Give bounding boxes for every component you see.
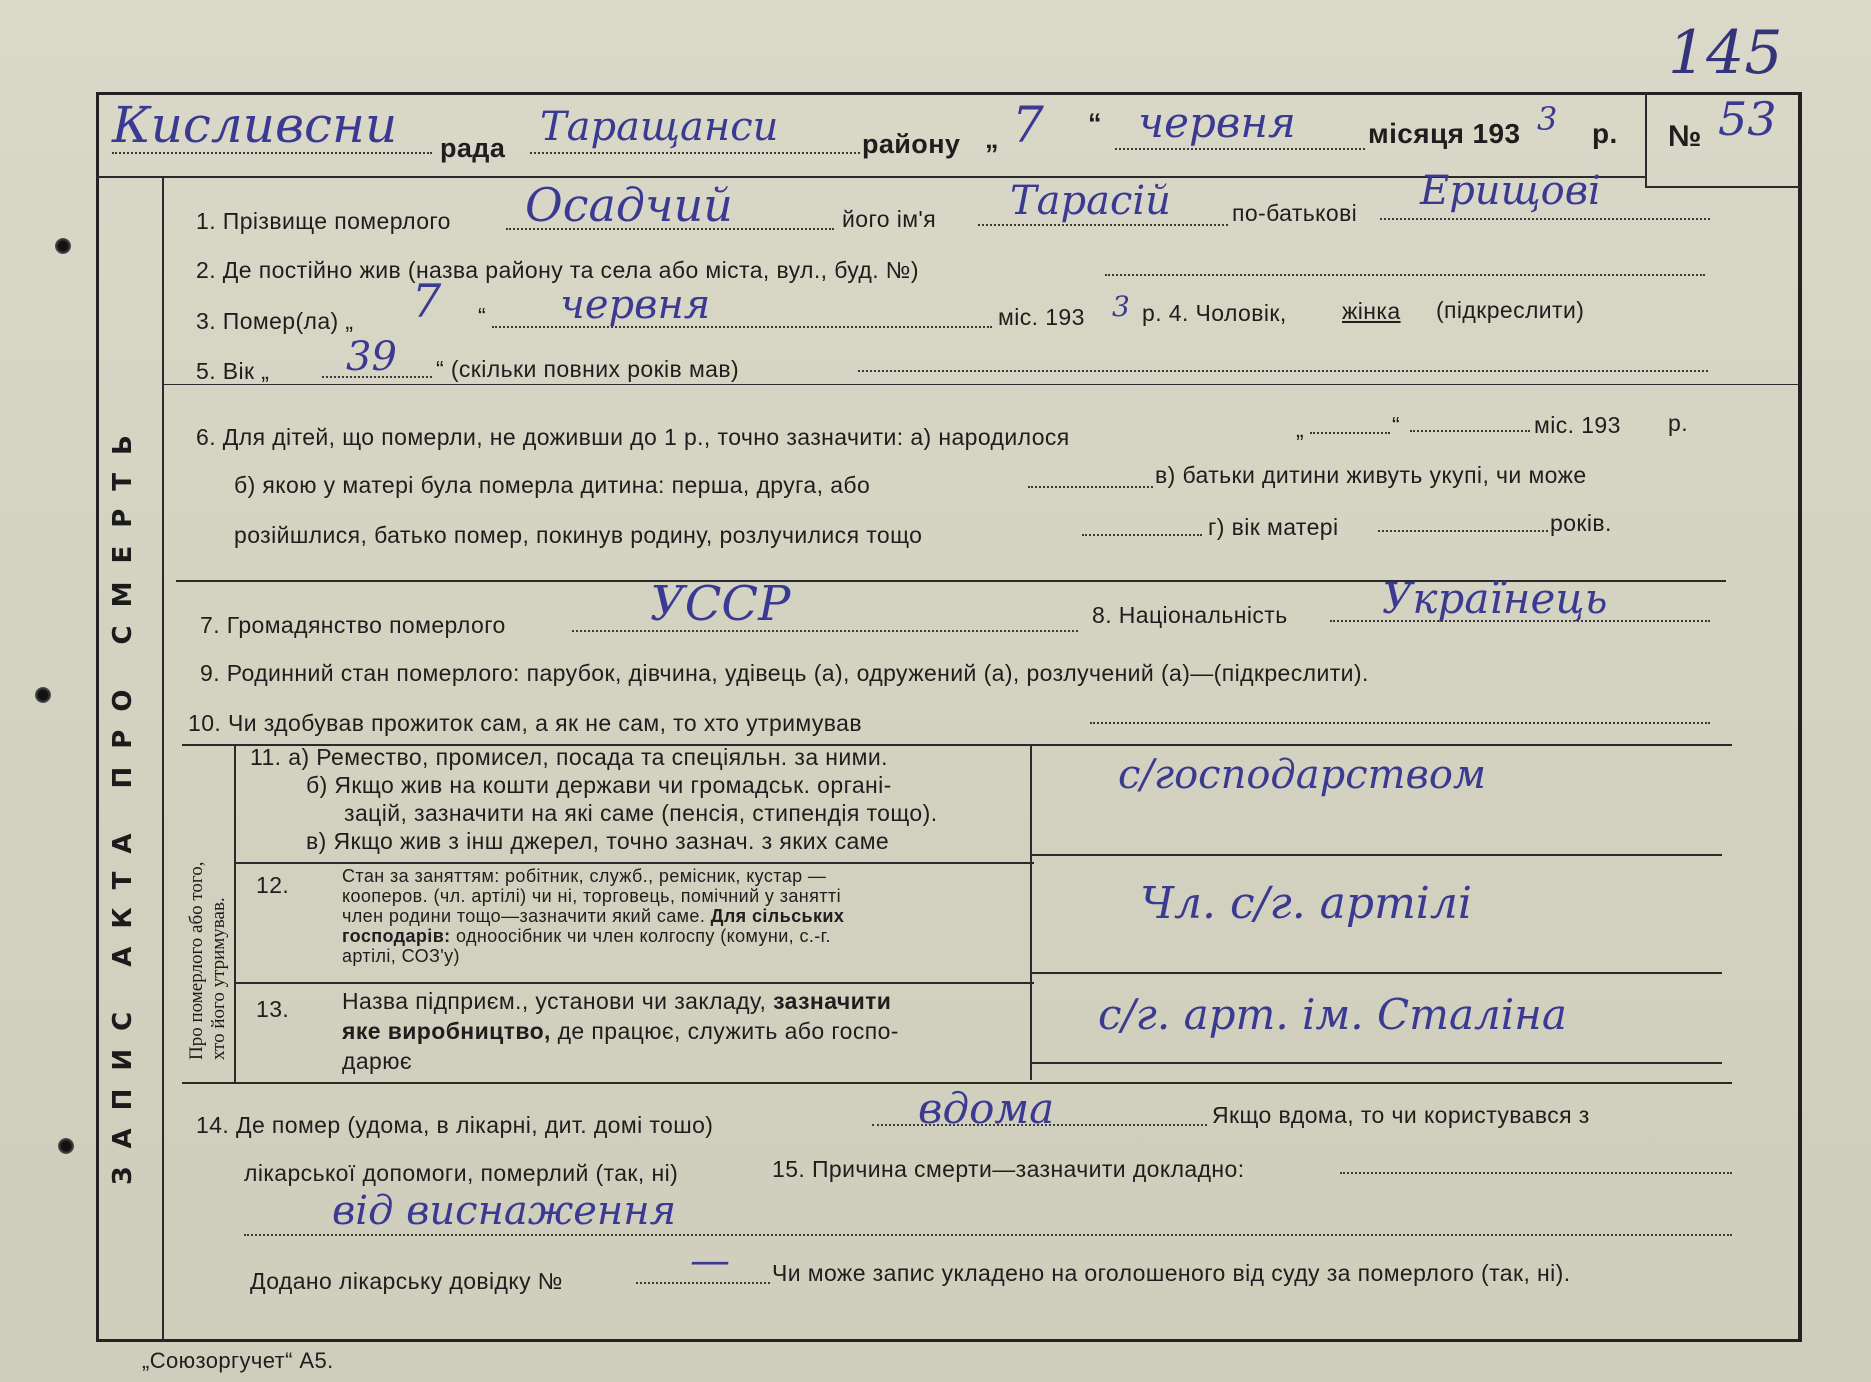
parents-dots: [1082, 534, 1202, 536]
field-3-quote: “: [478, 303, 487, 329]
female-option: жінка: [1342, 298, 1401, 324]
born-month-dots: [1410, 430, 1530, 432]
name-handwritten: Тарасій: [1010, 178, 1171, 224]
footer-label: Додано лікарську довідку №: [250, 1268, 563, 1294]
record-number-handwritten: 53: [1718, 92, 1777, 146]
field-6-line3a: розійшлися, батько помер, покинув родину, розлучилися тощо: [234, 522, 923, 548]
field-4-label: р. 4. Чоловік,: [1142, 300, 1287, 326]
field-7-label: 7. Громадянство померлого: [200, 612, 506, 638]
punch-hole: [55, 238, 71, 254]
day-handwritten: 7: [1012, 96, 1044, 154]
certificate-dash: —: [690, 1238, 730, 1284]
field-12-line3: [342, 906, 844, 926]
council-name-handwritten: Кисливсни: [112, 96, 398, 154]
council-dots: [112, 152, 432, 154]
cause-of-death-handwritten: від виснаження: [332, 1188, 677, 1234]
punch-hole: [35, 687, 51, 703]
field-11c: в) Якщо жив з інш джерел, точно зазнач. з яких саме: [306, 828, 890, 854]
side-sub-line2: хто його утримував.: [208, 897, 229, 1060]
month-dots: [1115, 148, 1365, 150]
district-name-handwritten: Таращанси: [540, 104, 779, 150]
field-13-line2b: де працює, служить або госпо-: [557, 1018, 899, 1044]
separator-11-12: [234, 862, 1034, 864]
field-9-label: 9. Родинний стан померлого: парубок, дівчина, удівець (а), одружений (а), розлучений (а)—(підкреслити).: [200, 660, 1369, 686]
separator-12-13: [234, 982, 1034, 984]
social-status-handwritten: Чл. с/г. артілі: [1140, 878, 1472, 929]
field-6-q: „: [1296, 416, 1305, 442]
field-14-rest: Якщо вдома, то чи користувався з: [1212, 1102, 1590, 1128]
death-day-handwritten: 7: [412, 274, 442, 328]
born-day-dots: [1310, 432, 1390, 434]
age-dots: [322, 376, 432, 378]
block-answer-divider: [1030, 744, 1032, 1080]
field-13-line1b: зазначити: [773, 988, 892, 1014]
quote-close: “: [1088, 108, 1102, 138]
death-month-handwritten: червня: [560, 282, 711, 328]
field-11b2: зацій, зазначити на які саме (пенсія, стипендія тощо).: [344, 800, 938, 826]
field-14-label: 14. Де помер (удома, в лікарні, дит. домі тошо): [196, 1112, 714, 1138]
field-3-label: 3. Помер(ла) „: [196, 308, 354, 334]
surname-handwritten: Осадчий: [525, 178, 733, 232]
side-sub-line1: Про померлого або того,: [186, 861, 207, 1060]
number-label: №: [1668, 120, 1702, 153]
district-dots: [530, 152, 860, 154]
field-13-line2a: яке виробництво,: [342, 1018, 551, 1044]
printer-imprint: „Союзоргучет“ А5.: [142, 1348, 334, 1373]
field-5-dots: [858, 370, 1708, 372]
field-6-mis: міс. 193: [1534, 412, 1621, 438]
field-8-label: 8. Національність: [1092, 602, 1288, 628]
mother-age-dots: [1378, 530, 1548, 532]
field-12-line3b: Для сільських: [710, 906, 845, 926]
field-6-line2a: б) якою у матері була померла дитина: перша, друга, або: [234, 472, 871, 498]
name-label: його ім'я: [842, 206, 937, 232]
field-12-line4b: одноосібник чи член колгоспу (комуни, с.-г.: [455, 926, 831, 946]
field-11a: 11. а) Ремество, промисел, посада та спеціяльн. за ними.: [250, 744, 888, 770]
occupation-handwritten: с/господарством: [1118, 752, 1487, 798]
side-column-divider: [162, 176, 164, 1342]
field-12-line2: кооперов. (чл. артілі) чи ні, торговець, помічний у занятті: [342, 886, 841, 906]
field-13-line1: [342, 988, 891, 1015]
age-handwritten: 39: [346, 334, 397, 380]
answer-line-12: [1032, 972, 1722, 974]
field-2-dots: [1105, 274, 1705, 276]
field-6-line3c: років.: [1550, 510, 1612, 536]
field-14-line2: лікарської допомоги, померлий (так, ні): [244, 1160, 679, 1186]
workplace-handwritten: с/г. арт. ім. Сталіна: [1098, 990, 1567, 1039]
separator-5-6: [162, 384, 1802, 385]
answer-line-13: [1032, 1062, 1722, 1064]
field-5-label: 5. Вік „: [196, 358, 270, 384]
field-6-line1: 6. Для дітей, що померли, не доживши до 1 р., точно зазначити: а) народилося: [196, 424, 1070, 450]
field-6-r: р.: [1668, 410, 1688, 436]
field-1-label: 1. Прізвище померлого: [196, 208, 451, 234]
nationality-handwritten: Українець: [1382, 574, 1608, 623]
field-6-q2: “: [1392, 412, 1401, 438]
field-3-mis-label: міс. 193: [998, 304, 1085, 330]
cause-dots-1: [1340, 1172, 1732, 1174]
nationality-dots: [1330, 620, 1710, 622]
raion-label: району: [862, 129, 961, 159]
field-13-line1a: Назва підприєм., установи чи закладу,: [342, 988, 767, 1014]
field-2-label: 2. Де постійно жив (назва району та села або міста, вул., буд. №): [196, 257, 919, 283]
death-year-handwritten: 3: [1112, 290, 1130, 323]
field-12-line4a: господарів:: [342, 926, 451, 946]
citizenship-handwritten: УССР: [650, 576, 791, 632]
cause-dots-2: [244, 1234, 1732, 1236]
number-box-divider: [1645, 92, 1647, 188]
patronymic-label: по-батькові: [1232, 200, 1358, 226]
name-dots: [978, 224, 1228, 226]
side-sub-label: [186, 861, 230, 1060]
answer-line-11: [1032, 854, 1722, 856]
citizenship-dots: [572, 630, 1078, 632]
field-13-number: 13.: [256, 996, 290, 1022]
corner-number: 145: [1668, 18, 1783, 88]
death-place-handwritten: вдома: [918, 1084, 1055, 1133]
patronymic-handwritten: Ерищові: [1420, 168, 1601, 214]
field-11b1: б) Якщо жив на кошти держави чи громадськ. органі-: [306, 772, 892, 798]
rada-label: рада: [440, 133, 506, 163]
quote-open: „: [985, 124, 999, 154]
field-6-line3b: г) вік матері: [1208, 514, 1339, 540]
punch-hole: [58, 1138, 74, 1154]
month-label: місяця 193: [1368, 118, 1521, 149]
field-5-rest: “ (скільки повних років мав): [436, 356, 740, 382]
block-sub-divider: [234, 744, 236, 1084]
death-month-dots: [492, 326, 992, 328]
surname-dots: [506, 228, 834, 230]
field-13-line2: [342, 1018, 899, 1045]
header-bottom-line: [96, 176, 1645, 178]
field-13-line3: дарює: [342, 1048, 412, 1074]
field-12-line3a: член родини тощо—зазначити який саме.: [342, 906, 706, 926]
field-12-line1: Стан за заняттям: робітник, служб., ремісник, кустар —: [342, 866, 827, 886]
number-box-bottom: [1645, 186, 1802, 188]
year-digit-handwritten: 3: [1537, 100, 1558, 138]
field-6-line2b: в) батьки дитини живуть укупі, чи може: [1155, 462, 1587, 488]
field-10-label: 10. Чи здобував прожиток сам, а як не сам, то хто утримував: [188, 710, 862, 736]
child-order-dots: [1028, 486, 1153, 488]
month-handwritten: червня: [1138, 98, 1296, 147]
footer-rest: Чи може запис укладено на оголошеного від суду за померлого (так, ні).: [772, 1260, 1571, 1286]
patronymic-dots: [1380, 218, 1710, 220]
underline-note: (підкреслити): [1436, 297, 1585, 323]
death-place-dots: [872, 1124, 1207, 1126]
field-12-line5: артілі, СОЗ'у): [342, 946, 460, 966]
year-suffix: р.: [1592, 118, 1618, 149]
field-12-line4: [342, 926, 831, 946]
side-title: ЗАПИС АКТА ПРО СМЕРТЬ: [108, 417, 138, 1185]
field-12-number: 12.: [256, 872, 290, 898]
field-10-dots: [1090, 722, 1710, 724]
field-15-label: 15. Причина смерти—зазначити докладно:: [772, 1156, 1245, 1182]
